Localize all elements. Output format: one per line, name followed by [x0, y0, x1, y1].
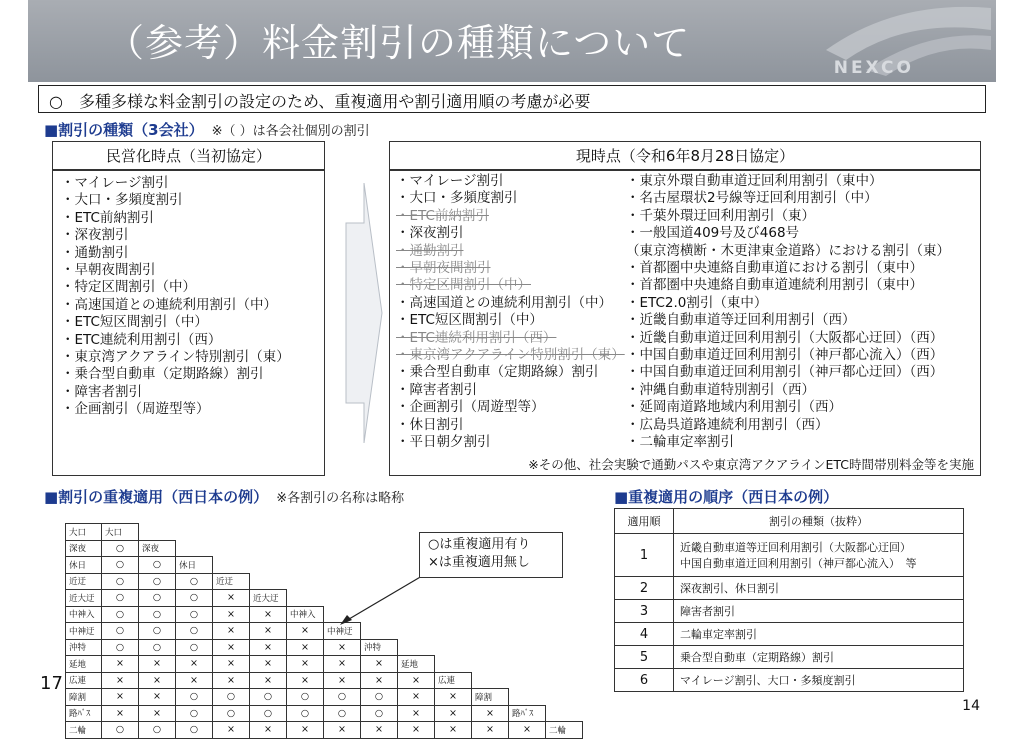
list-item: ・乗合型自動車（定期路線）割引	[396, 364, 599, 381]
matrix-cell: ×	[398, 705, 435, 722]
matrix-col-label: 大口	[102, 524, 139, 541]
matrix-row	[66, 689, 583, 706]
matrix-cell	[435, 507, 472, 524]
legend-line: ×は重複適用無し	[428, 555, 530, 570]
matrix-cell	[213, 507, 250, 524]
order-number: 2	[615, 577, 674, 600]
matrix-cell: ×	[435, 705, 472, 722]
list-item: ・特定区間割引（中）	[61, 279, 196, 296]
matrix-cell	[509, 606, 546, 623]
matrix-cell: ○	[250, 705, 287, 722]
matrix-cell	[509, 689, 546, 706]
matrix-cell	[398, 639, 435, 656]
list-item: ・深夜割引	[61, 227, 129, 244]
current-list-right	[626, 173, 950, 452]
matrix-cell: ×	[139, 656, 176, 673]
matrix-cell	[546, 623, 583, 640]
matrix-cell: ○	[139, 557, 176, 574]
matrix-cell	[250, 524, 287, 541]
matrix-cell: ×	[176, 672, 213, 689]
header-banner	[28, 0, 996, 82]
matrix-cell: ×	[324, 722, 361, 739]
matrix-cell	[213, 540, 250, 557]
matrix-cell: ○	[324, 705, 361, 722]
matrix-cell	[472, 656, 509, 673]
matrix-cell: ○	[139, 722, 176, 739]
matrix-col-label: 深夜	[139, 540, 176, 557]
list-item: ・平日朝夕割引	[396, 434, 491, 451]
matrix-cell: ○	[139, 639, 176, 656]
matrix-cell	[546, 672, 583, 689]
intro-box: ○ 多種多様な料金割引の設定のため、重複適用や割引適用順の考慮が必要	[38, 85, 986, 113]
list-item: ・深夜割引	[396, 225, 464, 242]
matrix-cell	[324, 540, 361, 557]
order-discount-line: 近畿自動車道等迂回利用割引（大阪都心迂回）	[680, 541, 911, 554]
matrix-cell: ×	[361, 672, 398, 689]
list-item: ・企画割引（周遊型等）	[396, 399, 545, 416]
matrix-cell: ×	[139, 705, 176, 722]
matrix-cell: ○	[102, 590, 139, 607]
matrix-cell: ×	[398, 689, 435, 706]
matrix-cell: ○	[102, 540, 139, 557]
list-item: ・早朝夜間割引	[61, 262, 156, 279]
matrix-cell: ×	[250, 623, 287, 640]
matrix-cell	[176, 524, 213, 541]
section-types-note: ※（ ）は各会社個別の割引	[211, 124, 370, 139]
matrix-cell: ○	[139, 590, 176, 607]
matrix-cell: ○	[139, 623, 176, 640]
current-agreement-header: 現時点（令和6年8月28日協定）	[389, 141, 981, 170]
order-discounts	[674, 577, 964, 600]
matrix-row-label: 二輪	[66, 722, 102, 739]
matrix-cell	[472, 672, 509, 689]
matrix-cell	[546, 689, 583, 706]
matrix-cell	[250, 573, 287, 590]
matrix-cell	[361, 507, 398, 524]
matrix-cell: ○	[176, 722, 213, 739]
order-discount-line: 深夜割引、休日割引	[680, 582, 779, 595]
matrix-cell: ○	[176, 590, 213, 607]
matrix-cell: ○	[176, 623, 213, 640]
section-order-title: ■重複適用の順序（西日本の例）	[614, 488, 839, 506]
matrix-row-label: 障割	[66, 689, 102, 706]
matrix-cell	[250, 507, 287, 524]
list-item: ・沖縄自動車道特別割引（西）	[626, 381, 815, 398]
list-item: ・高速国道との連続利用割引（中）	[396, 294, 612, 311]
matrix-cell	[509, 656, 546, 673]
matrix-cell: ×	[287, 656, 324, 673]
order-header-cell: 割引の種類（抜粋）	[674, 509, 964, 534]
matrix-cell: ○	[213, 705, 250, 722]
matrix-col-label: 路ﾊﾞｽ	[509, 705, 546, 722]
list-item: ・近畿自動車道等迂回利用割引（西）	[626, 312, 856, 329]
matrix-cell: ×	[250, 672, 287, 689]
matrix-row	[66, 623, 583, 640]
matrix-row	[66, 639, 583, 656]
matrix-cell: ×	[472, 722, 509, 739]
matrix-cell	[139, 524, 176, 541]
matrix-cell: ×	[324, 639, 361, 656]
matrix-cell: ×	[287, 722, 324, 739]
matrix-cell	[102, 507, 139, 524]
order-discount-line: 二輪車定率割引	[680, 628, 757, 641]
matrix-cell: ○	[176, 639, 213, 656]
matrix-cell: ×	[250, 639, 287, 656]
matrix-cell	[287, 590, 324, 607]
matrix-cell	[546, 639, 583, 656]
list-item: ・名古屋環状2号線等迂回利用割引（中）	[626, 190, 878, 207]
list-item: ・企画割引（周遊型等）	[61, 401, 210, 418]
matrix-cell: ○	[102, 606, 139, 623]
nexco-logo-text: NEXCO	[833, 58, 914, 78]
matrix-cell: ○	[102, 623, 139, 640]
matrix-cell	[250, 557, 287, 574]
order-number: 4	[615, 623, 674, 646]
section-overlap-title: ■割引の重複適用（西日本の例） ※各割引の名称は略称	[44, 488, 405, 506]
matrix-cell: ○	[361, 689, 398, 706]
matrix-cell	[435, 606, 472, 623]
matrix-row-label: 沖特	[66, 639, 102, 656]
matrix-cell	[287, 524, 324, 541]
matrix-cell	[139, 507, 176, 524]
matrix-cell: ×	[250, 722, 287, 739]
matrix-row	[66, 705, 583, 722]
matrix-cell: ×	[176, 656, 213, 673]
matrix-cell: ×	[509, 722, 546, 739]
matrix-row	[66, 507, 583, 524]
matrix-cell: ×	[361, 722, 398, 739]
matrix-cell: ×	[102, 689, 139, 706]
list-item: ・ETC2.0割引（東中）	[626, 294, 768, 311]
matrix-cell	[546, 606, 583, 623]
matrix-cell	[250, 540, 287, 557]
matrix-cell	[176, 507, 213, 524]
matrix-col-label: 二輪	[546, 722, 583, 739]
matrix-cell	[509, 507, 546, 524]
matrix-cell: ×	[287, 639, 324, 656]
old-agreement-list	[52, 170, 325, 476]
legend-pointer-arrow-icon	[330, 570, 430, 630]
matrix-col-label: 障割	[472, 689, 509, 706]
overlap-legend	[419, 532, 563, 578]
matrix-cell: ×	[435, 689, 472, 706]
matrix-row-label: 中神入	[66, 606, 102, 623]
list-item: ・マイレージ割引	[61, 175, 169, 191]
list-item: ・東京湾アクアライン特別割引（東）	[61, 349, 290, 366]
list-item: （東京湾横断・木更津東金道路）における割引（東）	[626, 242, 950, 259]
matrix-cell: ×	[287, 623, 324, 640]
matrix-row	[66, 590, 583, 607]
matrix-cell: ×	[102, 672, 139, 689]
order-header-row	[615, 509, 964, 534]
order-row	[615, 669, 964, 692]
matrix-cell: ○	[361, 705, 398, 722]
order-row	[615, 623, 964, 646]
matrix-cell: ×	[139, 689, 176, 706]
matrix-cell	[361, 540, 398, 557]
current-list-left	[396, 173, 625, 452]
order-discount-line: マイレージ割引、大口・多頻度割引	[680, 674, 856, 687]
list-item: ・首都圏中央連絡自動車道における割引（東中）	[626, 260, 923, 277]
list-item: ・高速国道との連続利用割引（中）	[61, 296, 277, 313]
matrix-row	[66, 606, 583, 623]
legend-line: ○は重複適用有り	[428, 537, 531, 552]
order-discounts	[674, 623, 964, 646]
list-item: ・大口・多頻度割引	[396, 190, 518, 207]
list-item: ・広島呉道路連続利用割引（西）	[626, 416, 829, 433]
matrix-row-label: 休日	[66, 557, 102, 574]
order-header-cell: 適用順	[615, 509, 674, 534]
matrix-row-label: 路ﾊﾞｽ	[66, 705, 102, 722]
matrix-cell	[66, 507, 102, 524]
list-item-discontinued: ・通勤割引	[396, 242, 464, 259]
matrix-col-label: 近大迂	[250, 590, 287, 607]
list-item-discontinued: ・特定区間割引（中）	[396, 277, 531, 294]
matrix-cell: ×	[361, 656, 398, 673]
matrix-row-label: 延地	[66, 656, 102, 673]
matrix-cell: ○	[102, 639, 139, 656]
matrix-cell	[509, 590, 546, 607]
list-item-discontinued: ・東京湾アクアライン特別割引（東）	[396, 347, 625, 364]
matrix-cell: ×	[324, 672, 361, 689]
matrix-cell: ×	[435, 722, 472, 739]
list-item: ・障害者割引	[396, 381, 477, 398]
list-item: ・ETC前納割引	[61, 209, 154, 226]
old-agreement-header: 民営化時点（当初協定）	[52, 141, 325, 170]
matrix-col-label: 沖特	[361, 639, 398, 656]
matrix-cell	[398, 507, 435, 524]
matrix-cell	[546, 705, 583, 722]
order-number: 6	[615, 669, 674, 692]
matrix-col-label: 休日	[176, 557, 213, 574]
matrix-cell: ○	[139, 573, 176, 590]
page-title: （参考）料金割引の種類について	[106, 21, 691, 65]
list-item: ・千葉外環迂回利用割引（東）	[626, 207, 815, 224]
matrix-cell: ○	[324, 689, 361, 706]
matrix-row-label: 大口	[66, 524, 102, 541]
matrix-cell	[287, 557, 324, 574]
matrix-cell	[472, 606, 509, 623]
list-item: ・ETC短区間割引（中）	[61, 314, 208, 331]
order-discounts	[674, 646, 964, 669]
order-row	[615, 600, 964, 623]
order-table	[614, 508, 964, 692]
matrix-col-label: 近迂	[213, 573, 250, 590]
matrix-cell: ○	[176, 606, 213, 623]
order-number: 1	[615, 534, 674, 577]
matrix-row-label: 広連	[66, 672, 102, 689]
matrix-col-label: 延地	[398, 656, 435, 673]
matrix-cell: ×	[102, 705, 139, 722]
matrix-cell	[324, 524, 361, 541]
matrix-cell	[435, 590, 472, 607]
matrix-cell	[509, 623, 546, 640]
order-number: 3	[615, 600, 674, 623]
matrix-cell: ○	[287, 705, 324, 722]
matrix-cell: ○	[176, 705, 213, 722]
matrix-cell: ×	[139, 672, 176, 689]
matrix-cell: ×	[213, 672, 250, 689]
matrix-cell: ×	[102, 656, 139, 673]
matrix-cell	[509, 639, 546, 656]
matrix-cell: ×	[398, 672, 435, 689]
list-item: ・休日割引	[396, 416, 464, 433]
order-discounts	[674, 669, 964, 692]
list-item-discontinued: ・早朝夜間割引	[396, 260, 491, 277]
list-item: ・ETC連続利用割引（西）	[61, 331, 222, 348]
matrix-cell	[361, 524, 398, 541]
list-item: ・中国自動車道迂回利用割引（神戸都心流入）（西）	[626, 347, 944, 364]
list-item: ・乗合型自動車（定期路線）割引	[61, 366, 264, 383]
list-item: ・マイレージ割引	[396, 173, 504, 189]
matrix-cell	[213, 524, 250, 541]
matrix-cell: ×	[250, 606, 287, 623]
matrix-cell: ×	[213, 722, 250, 739]
matrix-cell	[472, 507, 509, 524]
matrix-row-label: 近大迂	[66, 590, 102, 607]
slide-number: 17	[40, 673, 63, 694]
matrix-cell	[435, 639, 472, 656]
current-footnote: ※その他、社会実験で通勤パスや東京湾アクアラインETC時間帯別料金等を実施	[528, 456, 974, 472]
matrix-cell	[176, 540, 213, 557]
order-discount-line: 中国自動車道迂回利用割引（神戸都心流入） 等	[680, 557, 917, 570]
matrix-cell: ×	[213, 639, 250, 656]
list-item: ・二輪車定率割引	[626, 434, 734, 451]
matrix-col-label: 広連	[435, 672, 472, 689]
current-agreement-box	[389, 170, 981, 476]
list-item: ・延岡南道路地域内利用割引（西）	[626, 399, 842, 416]
right-arrow-icon	[344, 183, 384, 443]
matrix-cell	[287, 573, 324, 590]
section-types-title: ■割引の種類（3会社） ※（ ）は各会社個別の割引	[44, 121, 370, 139]
list-item: ・中国自動車道迂回利用割引（神戸都心迂回）（西）	[626, 364, 944, 381]
matrix-cell: ○	[250, 689, 287, 706]
list-item: ・東京外環自動車道迂回利用割引（東中）	[626, 173, 883, 189]
matrix-row-label: 深夜	[66, 540, 102, 557]
matrix-cell: ×	[398, 722, 435, 739]
list-item: ・近畿自動車道迂回利用割引（大阪都心迂回）（西）	[626, 329, 944, 346]
matrix-cell: ×	[213, 606, 250, 623]
list-item: ・障害者割引	[61, 383, 142, 400]
matrix-cell	[472, 590, 509, 607]
matrix-cell: ○	[176, 573, 213, 590]
order-discounts	[674, 600, 964, 623]
matrix-cell	[546, 656, 583, 673]
section-overlap-note: ※各割引の名称は略称	[276, 491, 405, 506]
matrix-cell: ×	[287, 672, 324, 689]
matrix-cell	[324, 507, 361, 524]
matrix-cell: ×	[213, 590, 250, 607]
order-row	[615, 577, 964, 600]
matrix-col-label: 中神迂	[324, 623, 361, 640]
matrix-cell	[435, 623, 472, 640]
matrix-cell	[509, 672, 546, 689]
matrix-cell	[435, 656, 472, 673]
matrix-cell	[546, 590, 583, 607]
list-item-discontinued: ・ETC連続利用割引（西）	[396, 329, 557, 346]
order-discounts	[674, 534, 964, 577]
matrix-cell: ○	[287, 689, 324, 706]
matrix-row-label: 中神迂	[66, 623, 102, 640]
matrix-cell	[472, 639, 509, 656]
order-discount-line: 乗合型自動車（定期路線）割引	[680, 651, 834, 664]
matrix-cell: ×	[213, 656, 250, 673]
matrix-row-label: 近迂	[66, 573, 102, 590]
order-number: 5	[615, 646, 674, 669]
matrix-cell: ○	[213, 689, 250, 706]
list-item: ・一般国道409号及び468号	[626, 225, 800, 242]
matrix-cell	[287, 507, 324, 524]
matrix-row	[66, 656, 583, 673]
matrix-cell: ×	[250, 656, 287, 673]
page-number: 14	[962, 698, 980, 714]
matrix-cell: ○	[102, 557, 139, 574]
list-item: ・大口・多頻度割引	[61, 192, 183, 209]
matrix-cell: ○	[139, 606, 176, 623]
matrix-cell: ○	[102, 573, 139, 590]
order-discount-line: 障害者割引	[680, 605, 735, 618]
matrix-cell: ○	[102, 722, 139, 739]
matrix-cell	[213, 557, 250, 574]
matrix-col-label: 中神入	[287, 606, 324, 623]
matrix-cell	[472, 623, 509, 640]
matrix-cell: ×	[472, 705, 509, 722]
list-item: ・ETC短区間割引（中）	[396, 312, 543, 329]
order-row	[615, 534, 964, 577]
matrix-row	[66, 672, 583, 689]
matrix-cell: ○	[176, 689, 213, 706]
order-row	[615, 646, 964, 669]
list-item: ・通勤割引	[61, 244, 129, 261]
matrix-cell	[287, 540, 324, 557]
matrix-cell: ×	[324, 656, 361, 673]
list-item: ・首都圏中央連絡自動車道連続利用割引（東中）	[626, 277, 923, 294]
list-item-discontinued: ・ETC前納割引	[396, 207, 489, 224]
matrix-cell	[546, 507, 583, 524]
matrix-cell: ×	[213, 623, 250, 640]
